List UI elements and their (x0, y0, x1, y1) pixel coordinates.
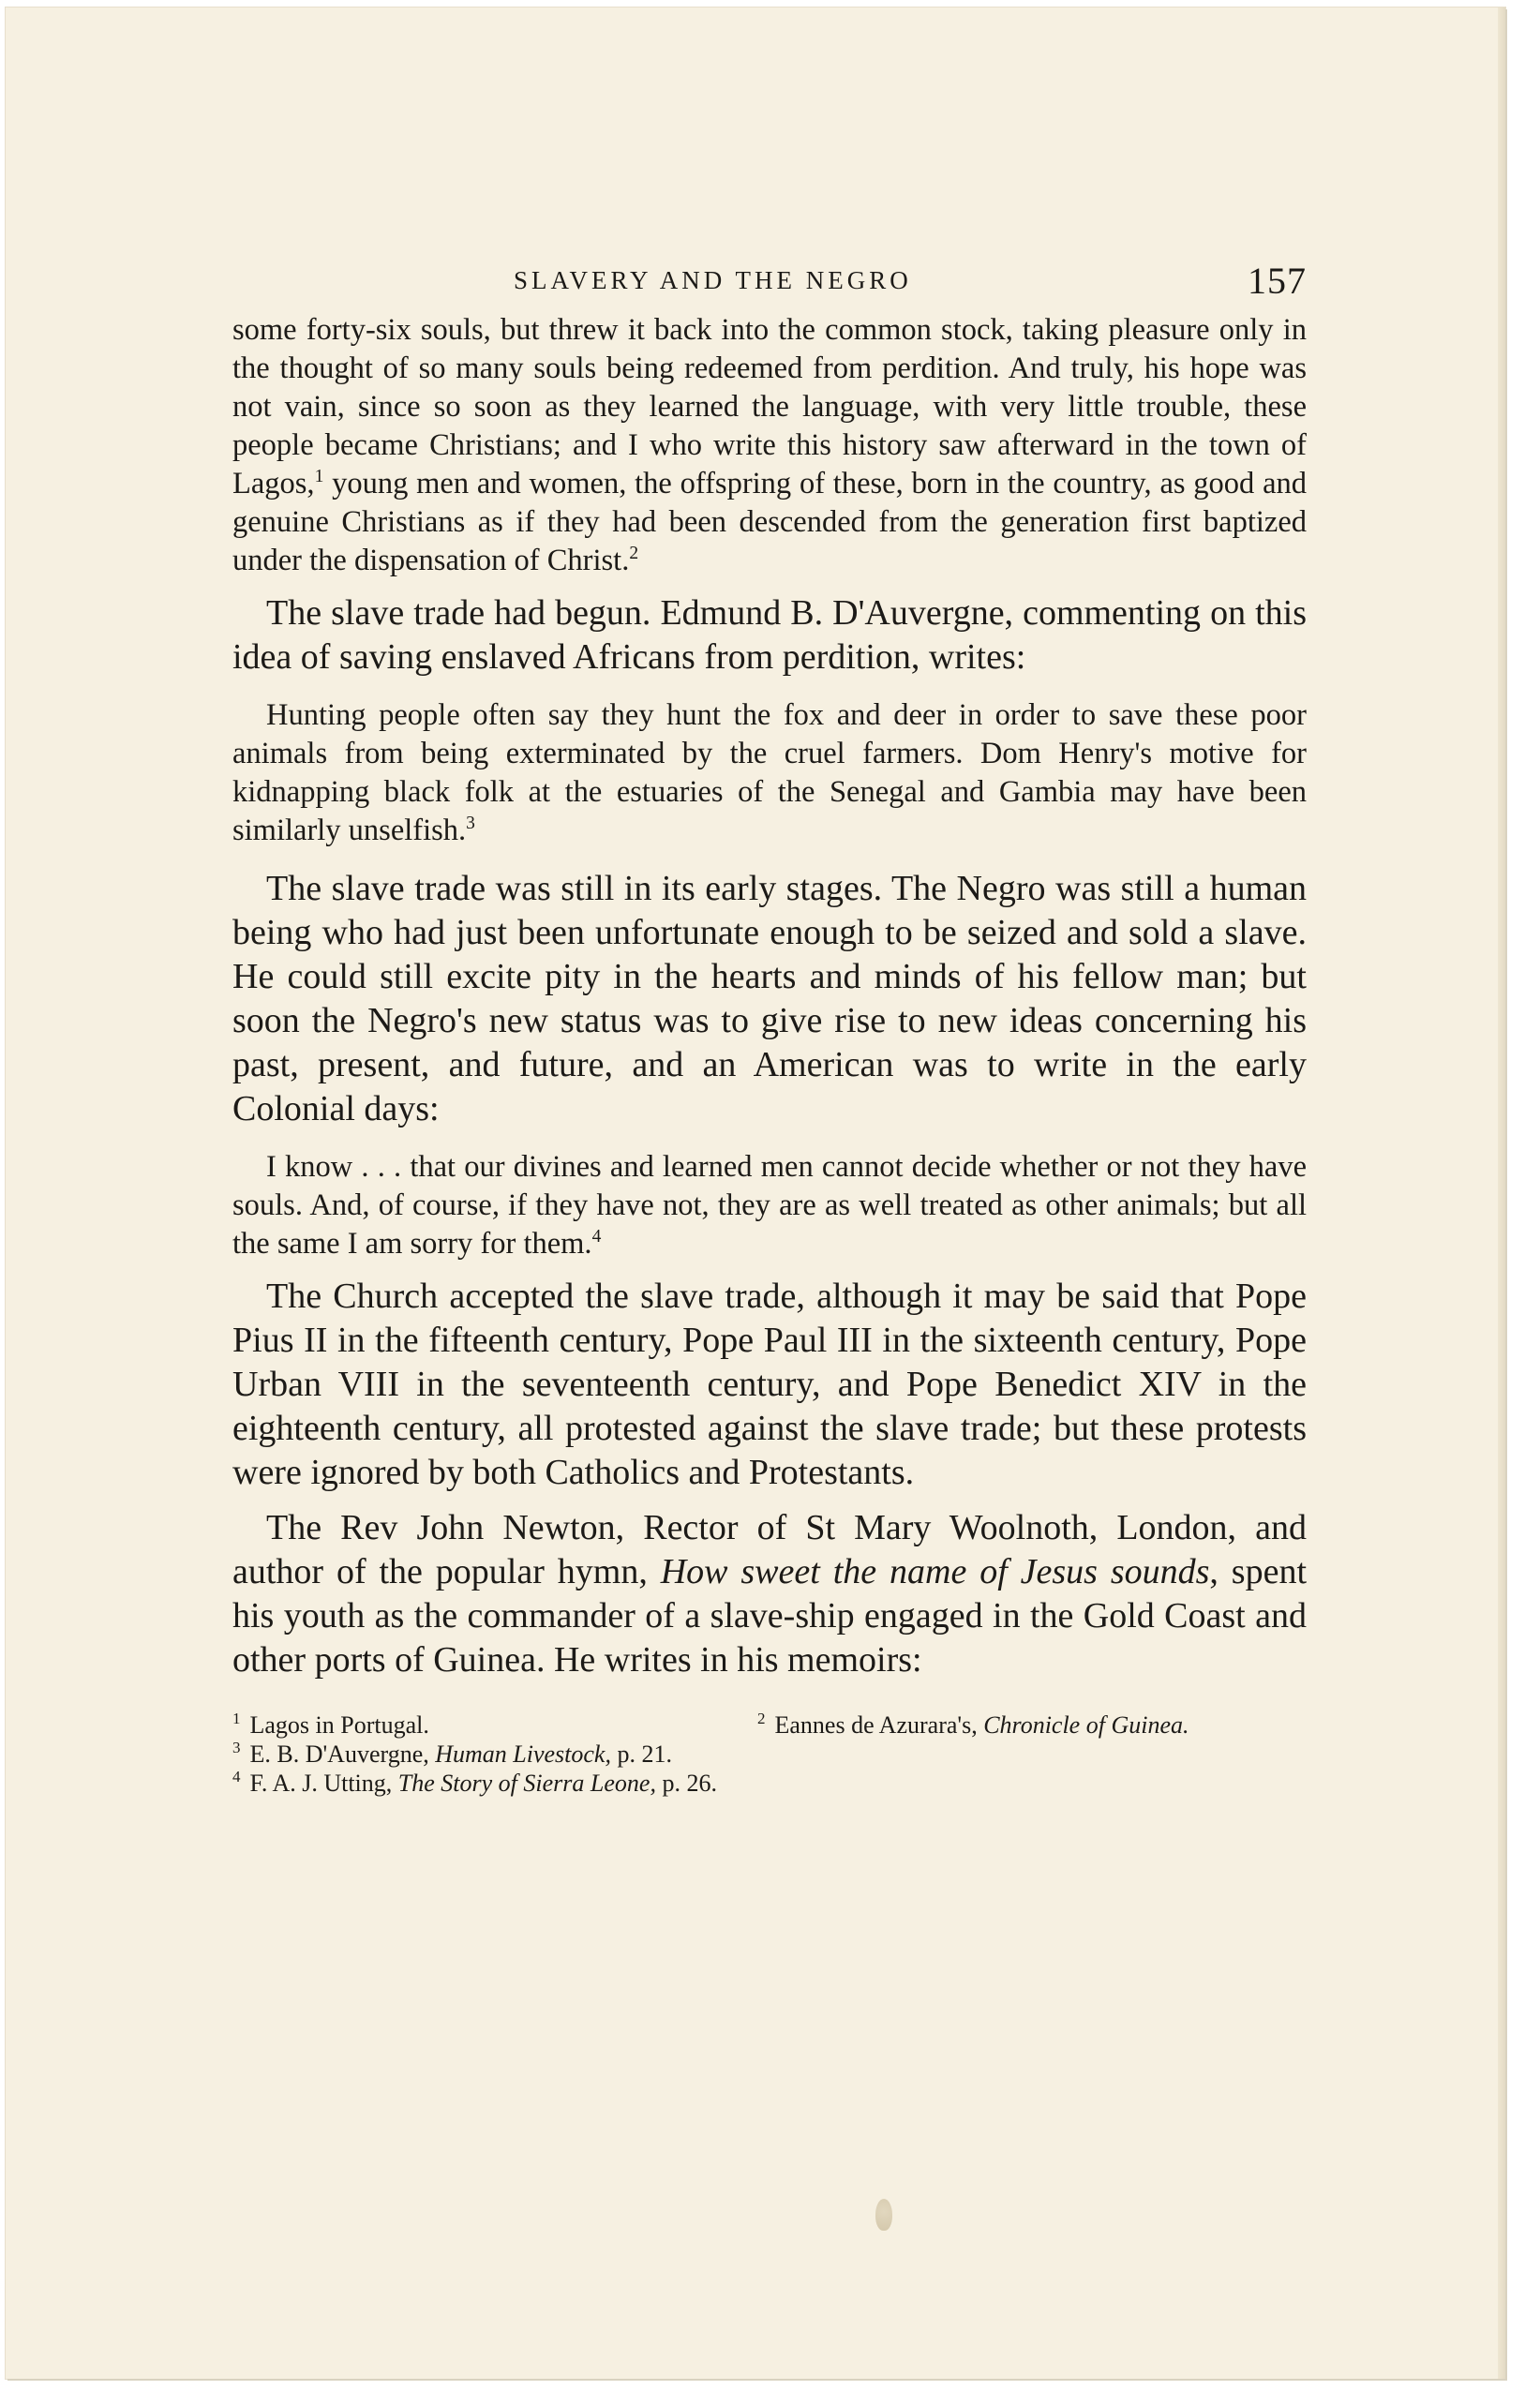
paper-blemish (875, 2199, 892, 2231)
footnote-ref: 1 (314, 467, 324, 487)
footnote-ref: 3 (466, 814, 475, 834)
footnote-number: 3 (232, 1739, 241, 1757)
footnote-row (232, 1710, 1307, 1740)
footnote-ref: 4 (591, 1227, 602, 1247)
paragraph-text: , spent his youth as the commander of a slave-ship engaged in the Gold Coast and other ports of Guinea. He writes in his memoirs: (232, 1552, 1308, 1680)
paragraph: The slave trade had begun. Edmund B. D'Auvergne, commenting on this idea of saving enslaved Africans from perdition, writes: (232, 593, 1307, 677)
footnote-number: 1 (232, 1710, 241, 1728)
page-edge (1498, 7, 1505, 2379)
footnote-text: p. 26. (655, 1770, 717, 1797)
paragraph: The Church accepted the slave trade, although it may be said that Pope Pius II in the fifteenth century, Pope Paul III in the sixteenth century, Pope Urban VIII in the seventeenth century, and Pope Benedict XIV in the eighteenth century, all protested against the slave trade; but these protests were ignored by both Catholics and Protestants. (232, 1277, 1307, 1492)
block-quote (232, 1148, 1307, 1263)
footnote-title: The Story of Sierra Leone, (397, 1770, 656, 1797)
paragraph: The slave trade was still in its early stages. The Negro was still a human being who had just been unfortunate enough to be seized and sold a slave. He could still excite pity in the hearts and minds of his fellow man; but soon the Negro's new status was to give rise to new ideas concerning his past, present, and future, and an American was to write in the early Colonial days: (232, 869, 1307, 1128)
footnote-row (232, 1769, 1307, 1798)
footnote-text: F. A. J. Utting, (249, 1770, 398, 1797)
book-page (6, 7, 1505, 2379)
page-number: 157 (1248, 260, 1307, 302)
quote-text: I know . . . that our divines and learned men cannot decide whether or not they have souls. And, of course, if they have not, they are as well treated as other animals; but all the same I am sorry for them. (232, 1150, 1307, 1261)
footnote-text: E. B. D'Auvergne, (249, 1740, 436, 1768)
footnote (232, 1769, 717, 1798)
running-head (232, 259, 1307, 302)
hymn-title: How sweet the name of Jesus sounds (660, 1552, 1210, 1591)
text-block (232, 259, 1307, 1798)
running-title: SLAVERY AND THE NEGRO (514, 266, 912, 294)
footnote-text: Eannes de Azurara's, (774, 1711, 984, 1739)
footnote-text: Lagos in Portugal. (249, 1711, 429, 1739)
paragraph-text: The Rev John Newton, Rector of St Mary Woolnoth, London, and author of the popular hymn, (232, 1508, 1307, 1591)
footnote-text: p. 21. (610, 1740, 672, 1768)
paragraph-text: some forty-six souls, but threw it back into the common stock, taking pleasure only in the thought of so many souls being redeemed from perdition. And truly, his hope was not vain, since so soon as they learned the language, with very little trouble, these people became Christians; and I who write this history saw afterward in the town of Lagos, (232, 313, 1307, 500)
paragraph-text: young men and women, the offspring of these, born in the country, as good and genuine Christians as if they had been descended from the generation first baptized under the dispensation of Christ. (232, 467, 1307, 577)
footnote-title: Human Livestock, (435, 1740, 611, 1768)
footnote-row (232, 1740, 1307, 1769)
footnote-title: Chronicle of Guinea. (983, 1711, 1189, 1739)
footnote-number: 2 (757, 1710, 766, 1728)
paragraph-continued (232, 311, 1307, 580)
footnotes (232, 1710, 1307, 1798)
footnote (757, 1710, 1282, 1740)
footnote-ref: 2 (629, 544, 639, 564)
paragraph (232, 1506, 1307, 1682)
footnote (232, 1740, 672, 1769)
footnote (232, 1710, 757, 1740)
block-quote (232, 696, 1307, 850)
footnote-number: 4 (232, 1768, 241, 1786)
quote-text: Hunting people often say they hunt the fox and deer in order to save these poor animals from being exterminated by the cruel farmers. Dom Henry's motive for kidnapping black folk at the estuaries of the Senegal and Gambia may have been similarly unselfish. (232, 698, 1307, 847)
